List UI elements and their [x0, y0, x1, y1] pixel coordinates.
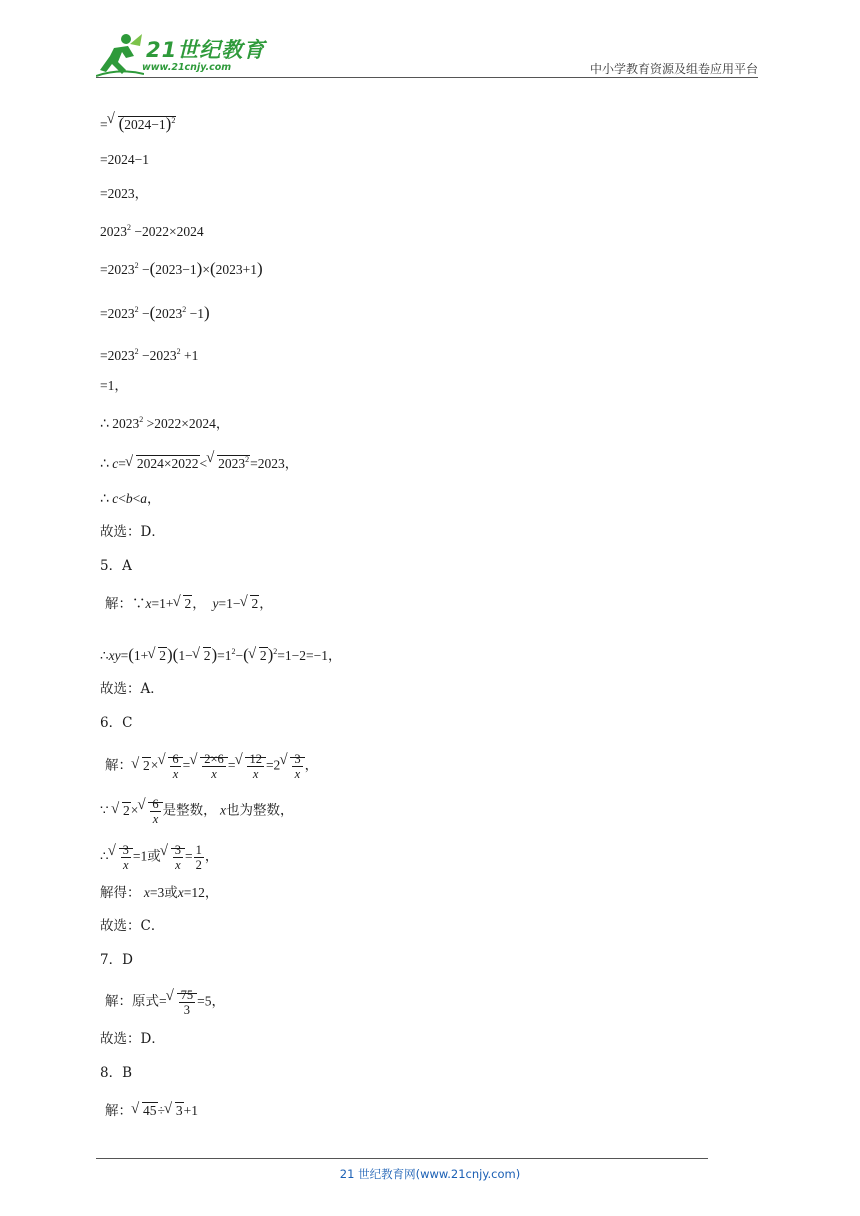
header-divider [96, 77, 758, 78]
footer-divider [96, 1158, 708, 1159]
line-6: $=2023^2 -(2023^2 -1)$ [100, 303, 210, 322]
line-8: =1， [100, 378, 128, 393]
page-header [96, 30, 758, 80]
line-5: $=2023^2 -(2023-1)\times(2023+1)$ [100, 259, 263, 278]
question-number: 8．B [100, 1065, 133, 1081]
line-27: 解：√ 45÷√ 3+1 [105, 1101, 198, 1121]
line-2: =2024−1 [100, 152, 149, 167]
line-19: ∵ √ 2× √ $\frac{6}{x}$ 是整数， x也为整数， [100, 797, 293, 826]
runner-logo-icon [96, 32, 144, 78]
line-14: 解：∵x=1+√ 2， y=1−√ 2， [105, 594, 273, 614]
platform-name: 中小学教育资源及组卷应用平台 [589, 62, 758, 76]
line-9: ∴ $2023^2 >2022\times 2024$， [100, 415, 230, 432]
footer-link[interactable]: 21 世纪教育网(www.21cnjy.com) [339, 1167, 521, 1181]
line-18: 解：√ 2× √ $\frac{6}{x}$ = √ $\frac{2\times 6}{x}$ = √ $\frac{12}{x}$ =2 √ $\frac{3}{x}$ ， [105, 752, 318, 781]
logo-text: 21世纪教育 [146, 38, 266, 62]
question-number: 7．D [100, 952, 133, 968]
site-logo [96, 32, 266, 78]
line-3: =2023， [100, 186, 149, 201]
line-4: $2023^2 -2022\times 2024$ [100, 223, 204, 239]
answer-line: 故选：A． [100, 681, 164, 697]
line-11: ∴ c<b<a， [100, 491, 161, 507]
question-number: 5．A [100, 558, 132, 574]
line-7: $=2023^2 -2023^2 +1$ [100, 347, 199, 363]
line-21: 解得： x=3或x=12， [100, 885, 219, 900]
line-24: 解：原式= √ $\frac{75}{3}$ =5， [105, 988, 225, 1017]
line-1: =√ $(2024-1)^2$ [100, 111, 176, 135]
line-15: ∴xy=(1+√ 2)(1−√ $2)=1^2-(√$ 2)$^2$=1−2=−1， [100, 642, 341, 666]
question-number: 6．C [100, 715, 133, 731]
logo-url: www.21cnjy.com [142, 62, 232, 73]
line-20: ∴ √ $\frac{3}{x}$ =1或 √ $\frac{3}{x}$ = $\frac{1}{2}$ ， [100, 843, 218, 872]
line-10: ∴ c=√ 2024×2022<√ $2023^2=2023$， [100, 450, 298, 474]
answer-line: 故选：D． [100, 524, 165, 540]
answer-line: 故选：C． [100, 918, 165, 934]
answer-line: 故选：D． [100, 1031, 165, 1047]
